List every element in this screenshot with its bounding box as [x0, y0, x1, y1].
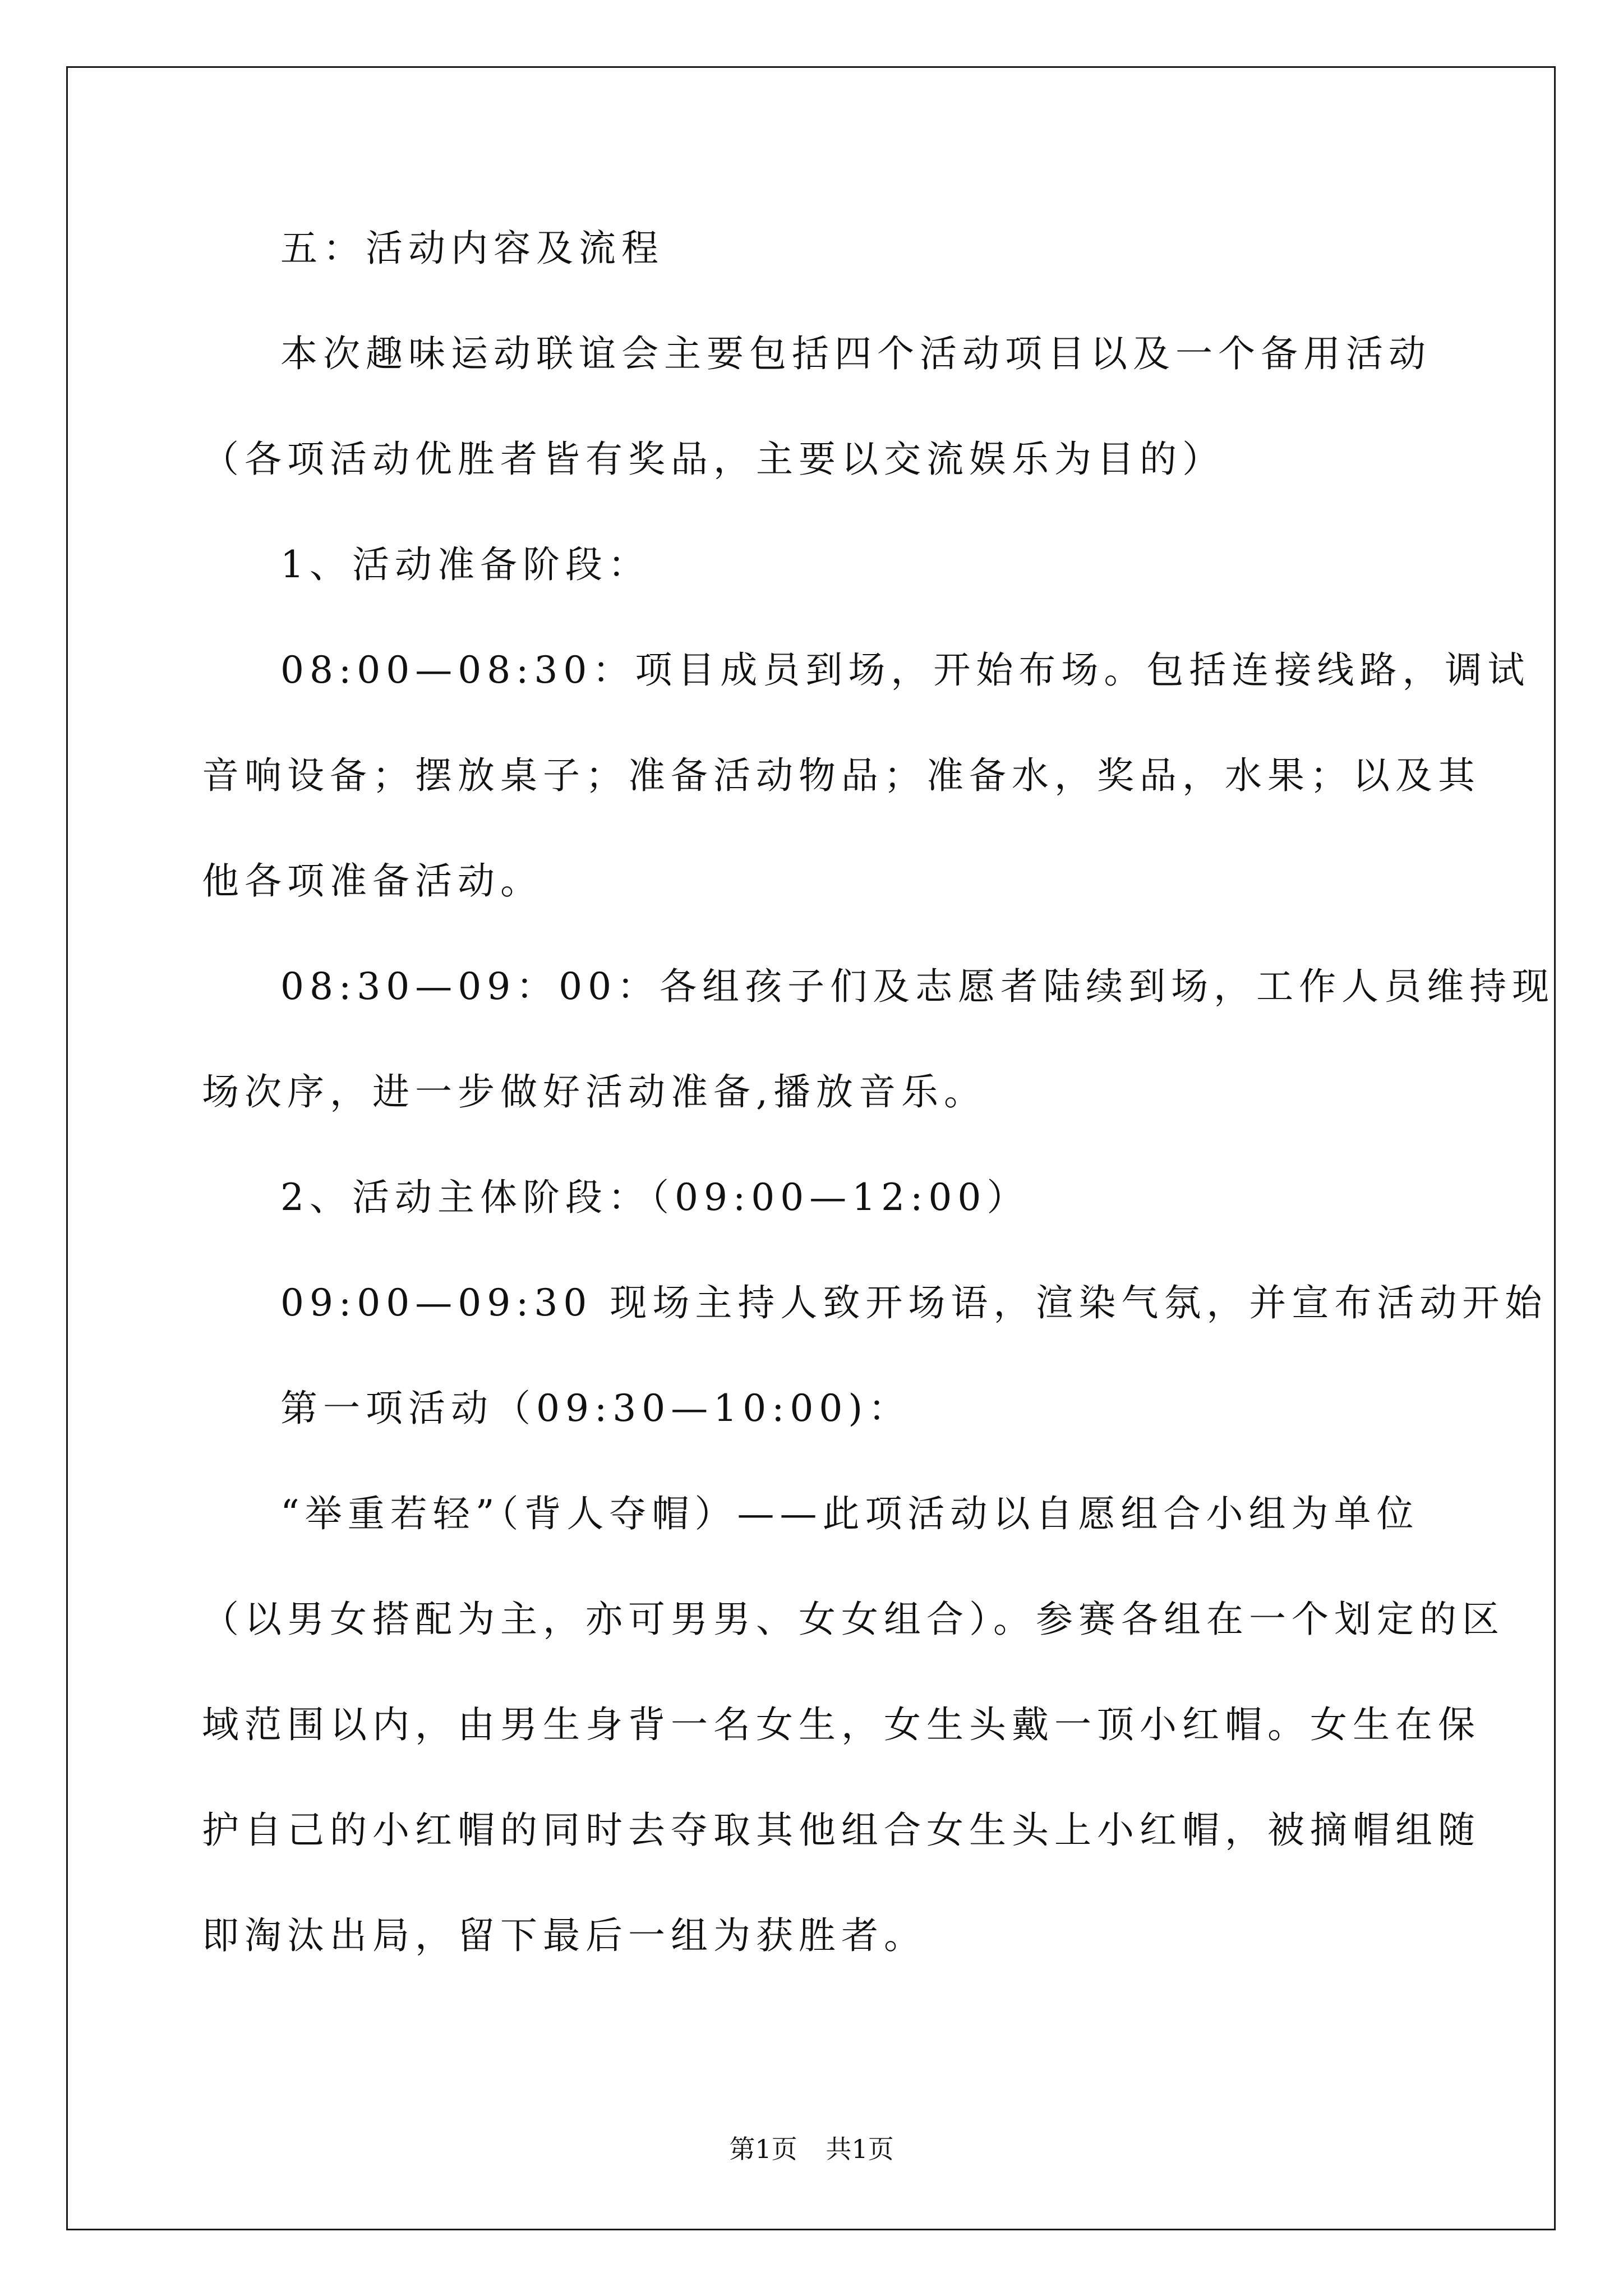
paragraph-line: 08:30—09：00：各组孩子们及志愿者陆续到场，工作人员维持现 — [280, 965, 1555, 1008]
paragraph-line: 音响设备；摆放桌子；准备活动物品；准备水，奖品，水果；以及其 — [202, 754, 1481, 797]
page-border — [66, 66, 1556, 2230]
paragraph-line: “举重若轻”（背人夺帽）——此项活动以自愿组合小组为单位 — [280, 1492, 1419, 1535]
paragraph-line: 域范围以内，由男生身背一名女生，女生头戴一顶小红帽。女生在保 — [202, 1703, 1481, 1746]
paragraph-line: 护自己的小红帽的同时去夺取其他组合女生头上小红帽，被摘帽组随 — [202, 1809, 1481, 1852]
paragraph-line: 场次序，进一步做好活动准备,播放音乐。 — [202, 1070, 986, 1114]
activity-heading: 第一项活动（09:30—10:00)： — [280, 1387, 911, 1430]
paragraph-line: （以男女搭配为主，亦可男男、女女组合）。参赛各组在一个划定的区 — [202, 1598, 1505, 1641]
paragraph-line: 09:00—09:30 现场主持人致开场语，渲染气氛，并宣布活动开始 — [280, 1281, 1548, 1324]
paragraph-line: 即淘汰出局，留下最后一组为获胜者。 — [202, 1914, 926, 1957]
subsection-heading: 2、活动主体阶段：（09:00—12:00） — [280, 1176, 1030, 1219]
paragraph-line: 08:00—08:30：项目成员到场，开始布场。包括连接线路，调试 — [280, 648, 1530, 692]
page-total: 共1页 — [826, 2134, 894, 2164]
paragraph-line: 他各项准备活动。 — [202, 859, 543, 903]
subsection-heading: 1、活动准备阶段： — [280, 543, 651, 586]
paragraph-line: 本次趣味运动联谊会主要包括四个活动项目以及一个备用活动 — [280, 332, 1431, 375]
page-number: 第1页 — [729, 2134, 797, 2164]
paragraph-line: （各项活动优胜者皆有奖品，主要以交流娱乐为目的） — [202, 438, 1225, 481]
page-footer — [0, 2136, 1623, 2162]
section-heading: 五：活动内容及流程 — [280, 227, 664, 270]
